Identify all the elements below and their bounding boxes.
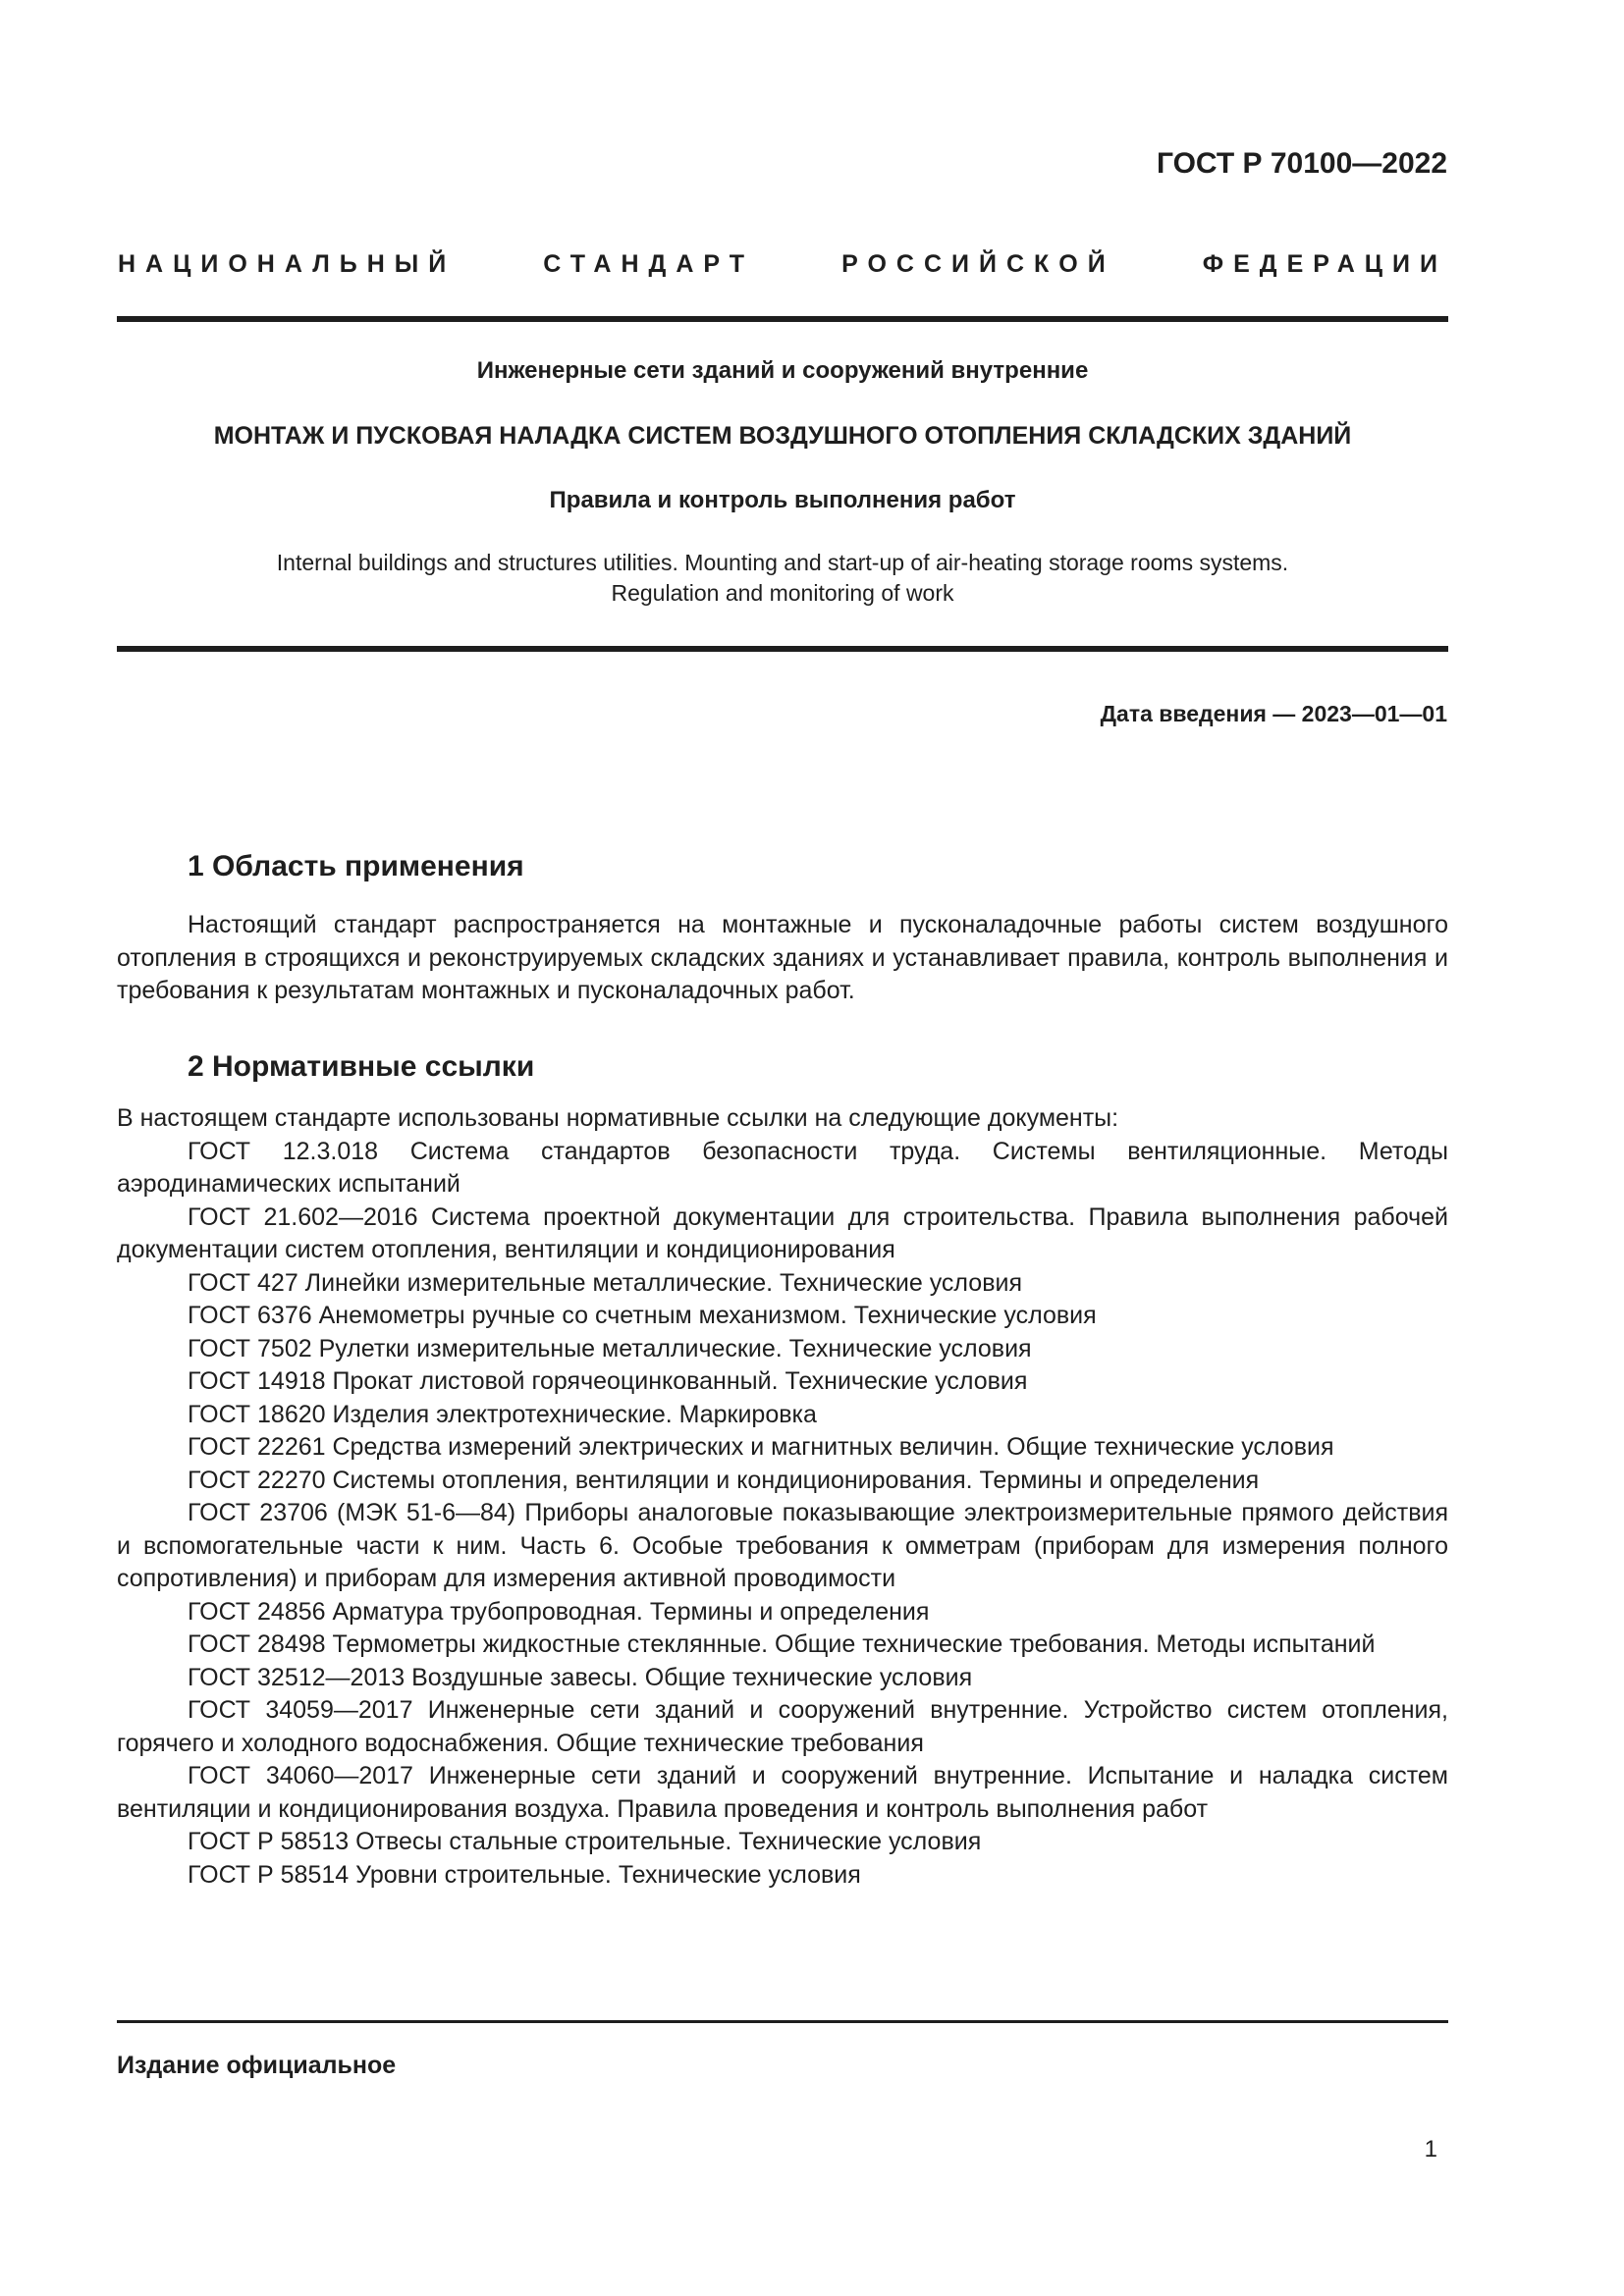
reference-item: ГОСТ 28498 Термометры жидкостные стеклянные. Общие технические требования. Методы испытаний: [188, 1630, 1376, 1658]
reference-item: ГОСТ 34060—2017 Инженерные сети зданий и сооружений внутренние. Испытание и наладка систем вентиляции и кондиционирования воздуха. Правила проведения и контроль выполнения работ: [117, 1762, 1448, 1823]
reference-item: ГОСТ 21.602—2016 Система проектной документации для строительства. Правила выполнения рабочей документации систем отопления, вентиляции и кондиционирования: [117, 1202, 1448, 1263]
references-intro: В настоящем стандарте использованы нормативные ссылки на следующие документы:: [117, 1104, 1119, 1132]
title-main: МОНТАЖ И ПУСКОВАЯ НАЛАДКА СИСТЕМ ВОЗДУШНОГО ОТОПЛЕНИЯ СКЛАДСКИХ ЗДАНИЙ: [213, 422, 1352, 450]
reference-item: ГОСТ 34059—2017 Инженерные сети зданий и сооружений внутренние. Устройство систем отопления, горячего и холодного водоснабжения. Общие технические требования: [117, 1696, 1448, 1757]
title-bottom-rule: [117, 646, 1448, 652]
top-rule: [117, 316, 1448, 322]
page-number: 1: [1424, 2136, 1437, 2163]
national-standard-heading: НАЦИОНАЛЬНЫЙ СТАНДАРТ РОССИЙСКОЙ ФЕДЕРАЦИИ: [118, 250, 1447, 278]
official-edition-label: Издание официальное: [117, 2052, 397, 2079]
title-line-1: Инженерные сети зданий и сооружений внутренние: [476, 357, 1089, 384]
reference-item: ГОСТ 427 Линейки измерительные металлические. Технические условия: [188, 1268, 1022, 1297]
reference-item: ГОСТ 14918 Прокат листовой горячеоцинкованный. Технические условия: [188, 1367, 1028, 1395]
section-1-heading: 1 Область применения: [188, 850, 524, 882]
reference-item: ГОСТ 22270 Системы отопления, вентиляции и кондиционирования. Термины и определения: [188, 1466, 1260, 1494]
title-line-3: Правила и контроль выполнения работ: [549, 487, 1016, 513]
reference-item: ГОСТ 7502 Рулетки измерительные металлические. Технические условия: [188, 1334, 1032, 1362]
english-title-line-2: Regulation and monitoring of work: [611, 580, 954, 606]
reference-item: ГОСТ 12.3.018 Система стандартов безопасности труда. Системы вентиляционные. Методы аэродинамических испытаний: [117, 1137, 1448, 1198]
english-title: [117, 548, 1448, 609]
section-1-body: [117, 909, 1448, 1008]
reference-item: ГОСТ 23706 (МЭК 51-6—84) Приборы аналоговые показывающие электроизмерительные прямого действия и вспомогательные части к ним. Часть 6. Особые требования к омметрам (приборам для измерения полного сопротивления) и приборам для измерения активной проводимости: [117, 1499, 1448, 1592]
reference-item: ГОСТ 24856 Арматура трубопроводная. Термины и определения: [188, 1597, 930, 1626]
reference-item: ГОСТ 22261 Средства измерений электрических и магнитных величин. Общие технические условия: [188, 1433, 1334, 1461]
section-2-heading: 2 Нормативные ссылки: [188, 1050, 535, 1083]
reference-item: ГОСТ 18620 Изделия электротехнические. Маркировка: [188, 1400, 817, 1428]
section-2-body: [117, 1102, 1448, 1892]
reference-item: ГОСТ Р 58513 Отвесы стальные строительные. Технические условия: [188, 1828, 982, 1855]
reference-item: ГОСТ 32512—2013 Воздушные завесы. Общие технические условия: [188, 1663, 973, 1691]
section-1-paragraph: Настоящий стандарт распространяется на монтажные и пусконаладочные работы систем воздушного отопления в строящихся и реконструируемых складских зданиях и устанавливает правила, контроль выполнения и требования к результатам монтажных и пусконаладочных работ.: [117, 911, 1448, 1004]
reference-list: [117, 1136, 1448, 1893]
introduction-date: Дата введения — 2023—01—01: [1100, 701, 1447, 726]
document-number: ГОСТ Р 70100—2022: [1156, 147, 1447, 180]
english-title-line-1: Internal buildings and structures utilities. Mounting and start-up of air-heating storage rooms systems.: [276, 550, 1289, 575]
reference-item: ГОСТ 6376 Анемометры ручные со счетным механизмом. Технические условия: [188, 1302, 1097, 1329]
footer-rule: [117, 2020, 1448, 2023]
reference-item: ГОСТ Р 58514 Уровни строительные. Технические условия: [188, 1860, 861, 1889]
